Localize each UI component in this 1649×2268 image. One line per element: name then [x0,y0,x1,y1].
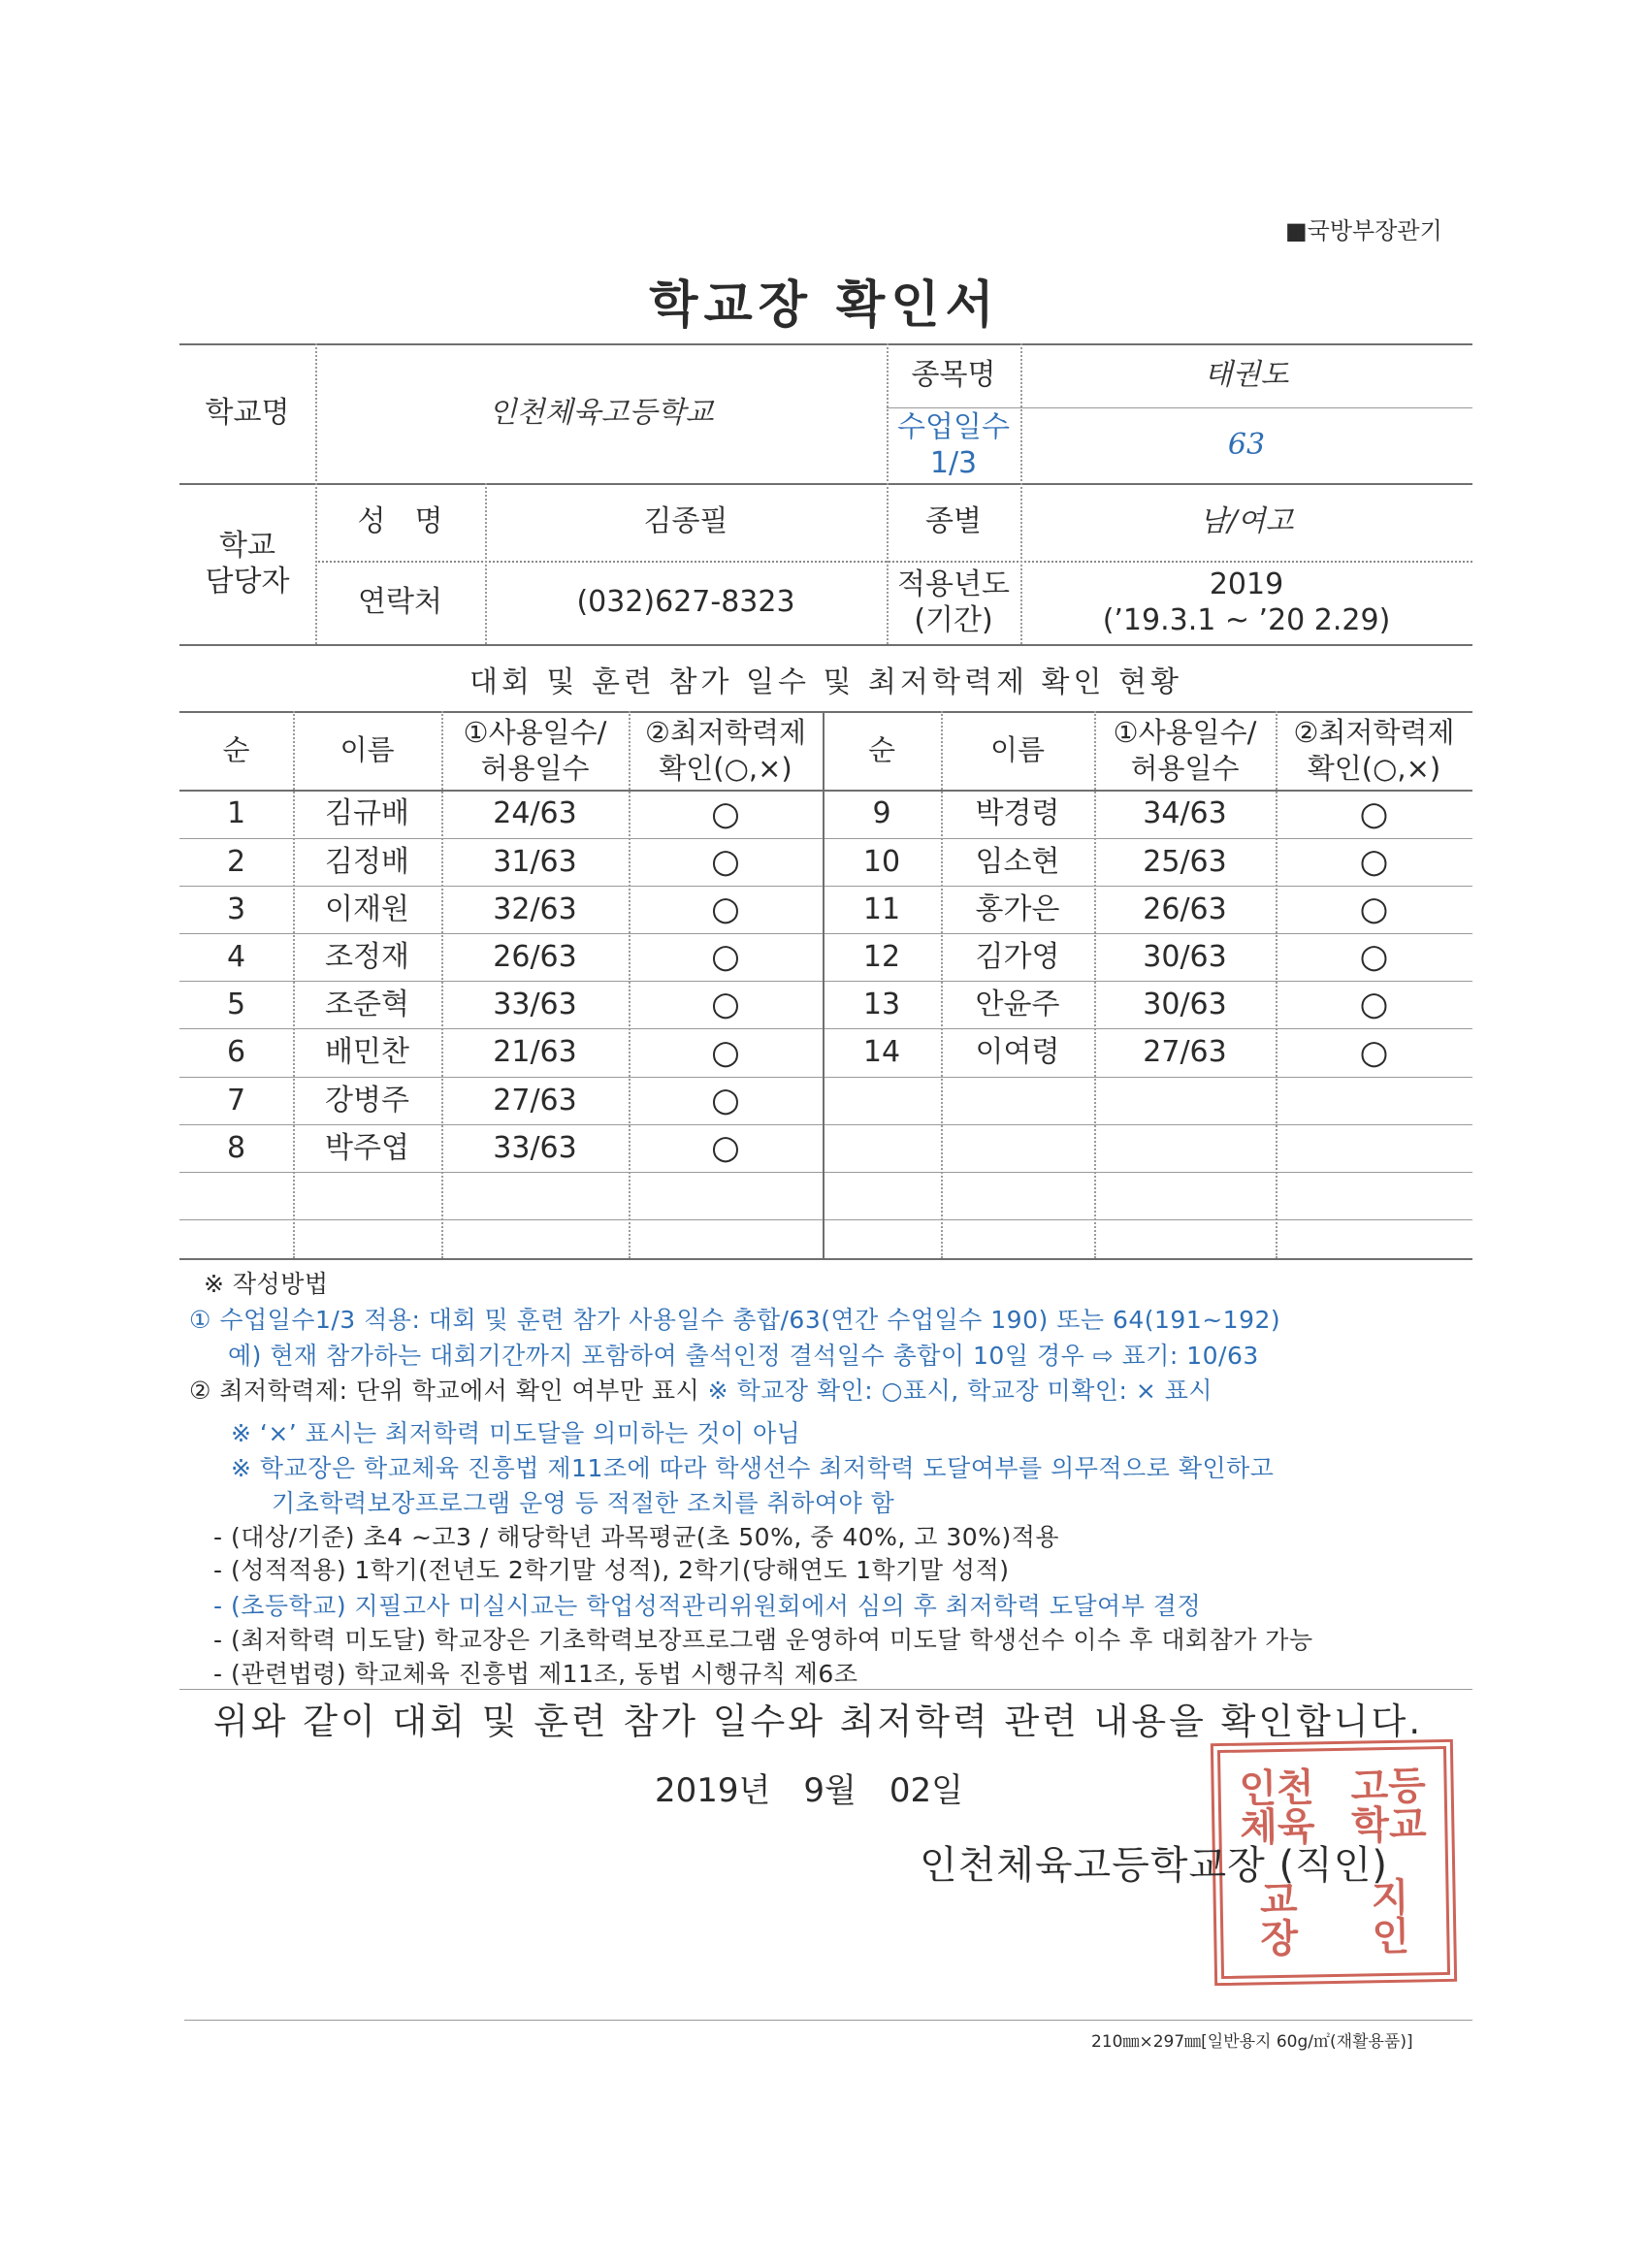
table-cell-name: 박경령 [975,796,1060,831]
class-days-label-line1: 수업일수 [897,409,1010,444]
year-value [1020,561,1472,644]
class-days-label-line2: 1/3 [929,446,978,480]
table-cell-no: 10 [862,844,901,879]
table-cell-check: ○ [1359,1032,1389,1072]
table-cell-name: 조준혁 [325,987,409,1021]
note-4: ※ ‘×’ 표시는 최저학력 미도달을 의미하는 것이 아님 [231,1419,801,1447]
table-cell-no: 14 [862,1035,901,1070]
table-caption: 대회 및 훈련 참가 일수 및 최저학력제 확인 현황 [469,665,1182,699]
manager-label [179,483,315,644]
header-no-text: 순 [222,733,250,767]
header-no-text: 순 [867,733,895,767]
note-8: - (성적적용) 1학기(전년도 2학기말 성적), 2학기(당해연도 1학기말 성적) [213,1556,1010,1584]
table-cell-check: ○ [711,985,740,1024]
header-days-text: 허용일수 [480,751,590,785]
table-cell-name: 조정재 [325,939,409,974]
table-cell-name: 안윤주 [975,987,1060,1021]
table-cell-name: 김규배 [325,796,409,831]
table-cell-no: 3 [226,891,246,926]
header-days-text: 허용일수 [1130,751,1240,785]
class-days-value: 63 [1227,428,1266,463]
header-check-text: ②최저학력제 [644,716,807,750]
header-days-text: ①사용일수/ [1113,716,1257,750]
table-cell-check: ○ [711,1081,740,1120]
table-cell-name: 이재원 [325,891,409,926]
table-cell-check: ○ [711,937,740,977]
table-cell-no: 12 [862,939,901,974]
table-cell-days: 32/63 [493,891,577,926]
name-label: 성 명 [357,504,443,539]
table-cell-days: 24/63 [493,796,577,831]
table-cell-check: ○ [711,1128,740,1168]
table-cell-days: 27/63 [493,1083,577,1118]
table-cell-check: ○ [1359,842,1389,882]
contact-value: (032)627-8323 [576,585,795,620]
table-cell-name: 강병주 [325,1083,409,1118]
table-cell-days: 31/63 [493,844,577,879]
manager-name-value: 김종필 [643,504,728,539]
table-row-divider [179,1172,1472,1173]
table-cell-no: 5 [226,987,246,1021]
confirmation-statement: 위와 같이 대회 및 훈련 참가 일수와 최저학력 관련 내용을 확인합니다. [213,1701,1424,1742]
header-name-text: 이름 [989,733,1046,767]
year-value-year: 2019 [1209,567,1284,601]
header-days-text: ①사용일수/ [463,716,607,750]
seal-char-3: 교 장 [1259,1876,1299,1961]
table-cell-check: ○ [711,890,740,929]
table-cell-no: 8 [226,1130,246,1165]
table-cell-check: ○ [711,794,740,833]
table-bottom-border [179,1258,1472,1260]
notes-heading: ※ 작성방법 [204,1270,329,1298]
note-11: - (관련법령) 학교체육 진흥법 제11조, 동법 시행규칙 제6조 [213,1660,858,1688]
header-name-left [293,711,441,790]
header-name-text: 이름 [340,733,395,767]
table-cell-days: 25/63 [1143,844,1227,879]
table-cell-check: ○ [1359,985,1389,1024]
note-3-part-a: ② 최저학력제: 단위 학교에서 확인 여부만 표시 [189,1377,708,1405]
seal-char-2: 고등 학교 [1350,1762,1427,1849]
header-no-right [823,711,941,790]
note-7: - (대상/기준) 초4 ~고3 / 해당학년 과목평균(초 50%, 중 40%, 고 30%)적용 [213,1523,1059,1551]
table-cell-check: ○ [1359,937,1389,977]
school-name-label: 학교명 [205,396,290,431]
gender-value: 남/여고 [1199,504,1294,539]
table-row-divider [179,1219,1472,1220]
table-cell-days: 30/63 [1143,987,1227,1021]
issue-date: 2019년 9월 02일 [655,1771,963,1810]
sport-value: 태권도 [1204,358,1289,393]
table-cell-check: ○ [1359,794,1389,833]
seal-char-1: 인천 체육 [1239,1764,1315,1851]
note-1: ① 수업일수1/3 적용: 대회 및 훈련 참가 사용일수 총합/63(연간 수업일수 190) 또는 64(191~192) [189,1306,1281,1334]
year-value-period: (’19.3.1 ~ ’20 2.29) [1102,603,1391,637]
table-cell-days: 27/63 [1143,1035,1227,1070]
table-cell-no: 7 [226,1083,246,1118]
table-cell-name: 이여령 [975,1035,1060,1070]
table-cell-days: 21/63 [493,1035,577,1070]
gender-label: 종별 [925,504,982,539]
header-check-text: 확인(○,×) [659,751,792,785]
table-cell-name: 임소현 [975,844,1060,879]
signer-line: 인천체육고등학교장 (직인) [920,1843,1388,1888]
table-cell-name: 홍가은 [975,891,1060,926]
table-cell-no: 4 [226,939,246,974]
year-label-line1: 적용년도 [897,567,1010,601]
header-check-right [1276,711,1472,790]
table-cell-days: 30/63 [1143,939,1227,974]
sport-label: 종목명 [911,358,996,393]
note-9: - (초등학교) 지필고사 미실시교는 학업성적관리위원회에서 심의 후 최저학력 도달여부 결정 [213,1592,1202,1620]
table-cell-check: ○ [711,1032,740,1072]
header-days-right [1094,711,1276,790]
manager-label-line1: 학교 [219,528,275,563]
table-cell-no: 6 [226,1035,246,1070]
table-cell-check: ○ [1359,890,1389,929]
note-3 [189,1372,1212,1407]
table-cell-days: 26/63 [1143,891,1227,926]
school-name-value: 인천체육고등학교 [488,396,714,431]
note-3-part-b: ※ 학교장 확인: ○표시, 학교장 미확인: × 표시 [707,1377,1213,1405]
table-cell-no: 11 [862,891,901,926]
note-2: 예) 현재 참가하는 대회기간까지 포함하여 출석인정 결석일수 총합이 10일 경우 ⇨ 표기: 10/63 [228,1342,1259,1370]
year-label-line2: (기간) [914,603,993,637]
header-check-text: 확인(○,×) [1307,751,1441,785]
table-cell-no: 9 [872,796,891,831]
class-days-label [887,407,1020,483]
page-title: 학교장 확인서 [649,276,1000,335]
table-cell-days: 33/63 [493,1130,577,1165]
table-cell-name: 배민찬 [325,1035,409,1070]
contact-label: 연락처 [358,585,442,620]
table-cell-days: 26/63 [493,939,577,974]
header-days-left [441,711,629,790]
header-check-left [629,711,823,790]
table-cell-name: 박주엽 [325,1130,409,1165]
note-10: - (최저학력 미도달) 학교장은 기초학력보장프로그램 운영하여 미도달 학생선수 이수 후 대회참가 가능 [213,1626,1313,1654]
header-name-right [941,711,1094,790]
header-check-text: ②최저학력제 [1293,716,1455,750]
paper-spec: 210㎜×297㎜[일반용지 60g/㎡(재활용품)] [1091,2032,1413,2052]
table-cell-no: 13 [862,987,901,1021]
year-label [887,561,1020,644]
table-cell-name: 김가영 [975,939,1060,974]
manager-label-line2: 담당자 [205,565,290,599]
table-cell-days: 33/63 [493,987,577,1021]
note-5: ※ 학교장은 학교체육 진흥법 제11조에 따라 학생선수 최저학력 도달여부를 의무적으로 확인하고 [231,1454,1275,1482]
table-cell-days: 34/63 [1143,796,1227,831]
table-cell-no: 2 [226,844,246,879]
seal-char-4: 지 인 [1371,1874,1410,1960]
note-6: 기초학력보장프로그램 운영 등 적절한 조치를 취하여야 함 [272,1489,895,1517]
table-cell-name: 김정배 [325,844,409,879]
table-cell-no: 1 [226,796,246,831]
header-no-left [179,711,293,790]
table-cell-check: ○ [711,842,740,882]
form-tag: ■국방부장관기 [1285,217,1442,244]
